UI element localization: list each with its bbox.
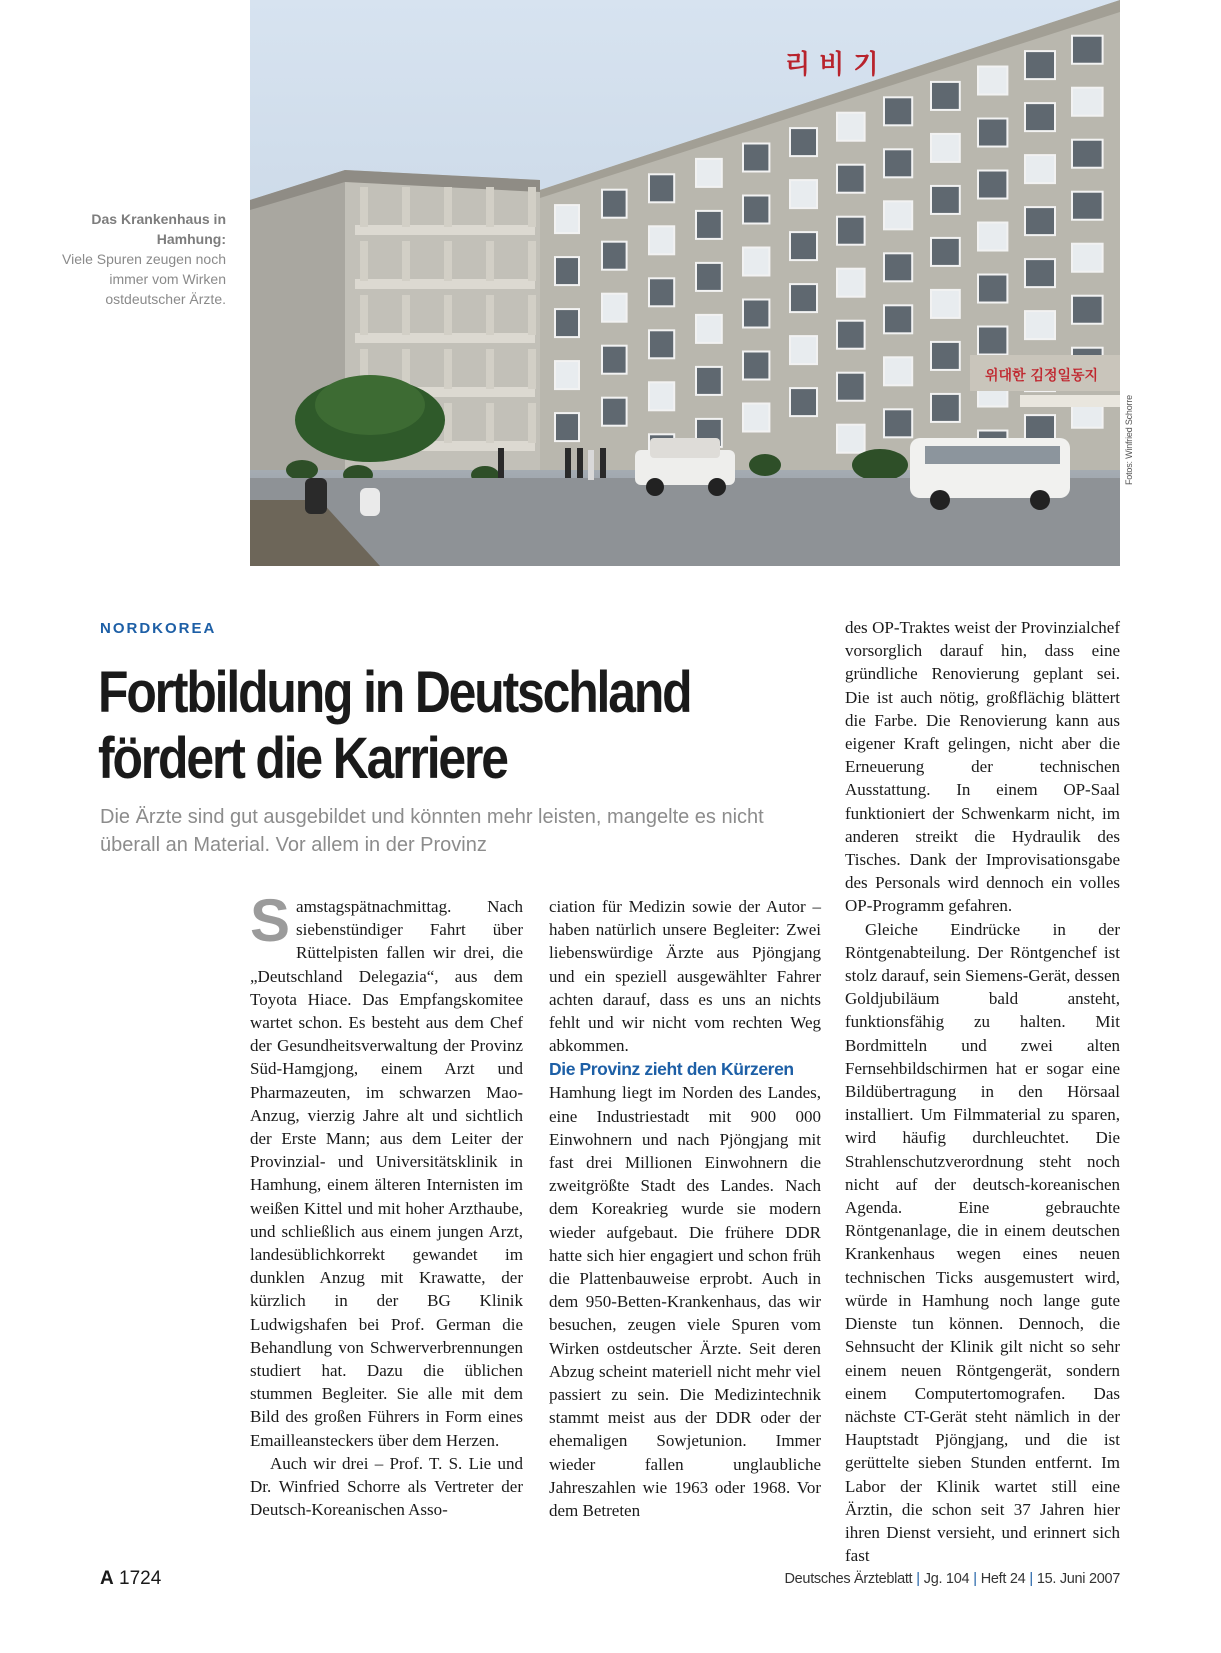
text-column-1 [250,887,523,1521]
journal-date: 15. Juni 2007 [1036,1571,1120,1587]
window [837,321,865,349]
column [444,295,452,335]
window [602,398,627,426]
column [486,403,494,443]
window [790,336,817,364]
section-rubric: NORDKOREA [100,620,217,637]
window [1072,244,1103,272]
entrance-canopy [1020,395,1120,407]
window [1025,51,1055,79]
window [743,248,769,276]
window [837,165,865,193]
subheading: Die Provinz zieht den Kürzeren [549,1059,794,1080]
banner-sign: 위대한 김정일동지 [985,368,1099,384]
paragraph [250,887,523,1452]
window [696,367,722,395]
window [978,171,1007,199]
window [790,128,817,156]
window [649,278,674,306]
column [528,403,536,443]
window [1025,259,1055,287]
window [649,174,674,202]
window [1025,103,1055,131]
window [649,382,674,410]
window [978,223,1007,251]
window [743,196,769,224]
window [884,97,912,125]
window [837,217,865,245]
headline-line-2: fördert die Karriere [98,726,507,791]
window [743,144,769,172]
photo-caption [60,209,226,309]
text-column-3 [845,616,1120,1567]
window [790,388,817,416]
window [555,361,579,389]
window [884,409,912,437]
window [931,342,960,370]
window [1072,296,1103,324]
paragraph: ciation für Medizin sowie der Autor – haben natürlich unsere Begleiter: Zwei liebenswürdige Ärzte aus Pjöngjang und ein speziell ausgewählter Fahrer achten darauf, dass es uns an nichts fehlt und wir nicht vom rechten Weg abkommen. [549,897,821,1056]
column [486,295,494,335]
window [884,357,912,385]
headline-line-1: Fortbildung in Deutschland [98,660,691,725]
window [931,238,960,266]
paragraph: Hamhung liegt im Norden des Landes, eine Industriestadt mit 900 000 Einwohnern und nach Pjöngjang mit fast drei Millionen Einwohnern die zweitgrößte Stadt des Landes. Nach dem Koreakrieg wurde sie modern wieder aufgebaut. Die frühere DDR hatte sich hier engagiert und schon früh die Plattenbauweise erprobt. Auch in dem 950-Betten-Krankenhaus, das wir besuchen, zeugen viele Spuren vom Wirken ostdeutscher Ärzte. Seit deren Abzug scheint materiell nicht mehr viel passiert zu sein. Die Medizintechnik stammt meist aus der DDR oder der ehemaligen Sowjetunion. Immer wieder fallen unglaubliche Jahreszahlen wie 1963 oder 1968. Vor dem Betreten [549,1083,821,1521]
window [555,205,579,233]
article-deck: Die Ärzte sind gut ausgebildet und könnten mehr leisten, mangelte es nicht überall an Material. Vor allem in der Provinz [100,806,764,856]
window [743,404,769,432]
window [931,134,960,162]
window [884,253,912,281]
window [790,232,817,260]
column [444,187,452,227]
column [528,187,536,227]
window [978,67,1007,95]
window [978,275,1007,303]
window [931,290,960,318]
window [1025,155,1055,183]
window [790,180,817,208]
window [602,242,627,270]
column [486,241,494,281]
journal-footer: Deutsches Ärzteblatt | Jg. 104 | Heft 24 | 15. Juni 2007 [784,1571,1120,1587]
column [360,187,368,227]
window [978,327,1007,355]
paragraph: Auch wir drei – Prof. T. S. Lie und Dr. Winfried Schorre als Vertreter der Deutsch-Koreanischen Asso- [250,1453,523,1520]
window [884,149,912,177]
window [1025,311,1055,339]
hospital-photo [250,0,1120,566]
window [555,257,579,285]
column [360,241,368,281]
window [696,263,722,291]
window [1072,36,1103,64]
column [444,349,452,389]
photo-credit: Fotos: Winfried Schorre [1124,395,1134,485]
caption-title: Das Krankenhaus in Hamhung: [91,211,226,247]
window [931,394,960,422]
paragraph: Gleiche Eindrücke in der Röntgenabteilung. Der Röntgenchef ist stolz darauf, sein Siemens-Gerät, dessen Goldjubiläum bald ansteht, funktionsfähig zu halten. Mit Bordmitteln und zwei alten Fernsehbildschirmen hat er sogar eine Bildübertragung in den Hörsaal installiert. Um Filmmaterial zu sparen, wird häufig durchleuchtet. Die Strahlenschutzverordnung steht noch nicht auf der deutsch-koreanischen Agenda. Eine gebrauchte Röntgenanlage, die in einem deutschen Krankenhaus wegen eines neuen technischen Ticks ausgemustert wird, würde in Hamhung noch lange gute Dienste tun können. Dennoch, die Sehnsucht der Klinik gilt nicht so sehr einem neuen Röntgengerät, sondern einem Computertomografen. Das nächste CT-Gerät steht nämlich in der Hauptstadt Pjöngjang, und die ist gerüttelte sieben Stunden entfernt. Im Labor der Klinik wartet still eine Ärztin, die schon seit 37 Jahren hier ihren Dienst versieht, und erinnert sich fast [845,919,1120,1566]
drop-cap: S [250,887,291,954]
paragraph: des OP-Traktes weist der Provinzialchef vorsorglich darauf hin, dass eine gründliche Renovierung geplant sei. Die ist auch nötig, großflächig blättert die Farbe. Die Renovierung kann aus eigener Kraft gelingen, nicht aber die Erneuerung der technischen Ausstattung. In einem OP-Saal funktioniert der Schwenkarm nicht, im anderen streikt die Hydraulik des Tisches. Dank der Improvisationsgabe des Personals wird dennoch ein volles OP-Programm gefahren. [845,618,1120,916]
window [837,373,865,401]
window [931,82,960,110]
window [696,211,722,239]
window [1072,88,1103,116]
window [790,284,817,312]
column [486,187,494,227]
window [1072,192,1103,220]
window [837,269,865,297]
window [696,315,722,343]
window [1025,207,1055,235]
window [602,346,627,374]
window [555,413,579,441]
column [528,241,536,281]
window [743,300,769,328]
column [528,349,536,389]
hospital-building-illustration [250,0,1120,566]
journal-name: Deutsches Ärzteblatt [784,1571,913,1587]
column [402,295,410,335]
window [555,309,579,337]
window [649,330,674,358]
window [931,186,960,214]
column [402,187,410,227]
text-column-2 [549,895,821,1522]
journal-issue: Heft 24 [980,1571,1026,1587]
column [402,241,410,281]
paragraph-text: amstagspätnachmittag. Nach siebenstündiger Fahrt über Rüttelpisten fallen wir drei, die „Deutschland Delegazia“, aus dem Toyota Hiace. Das Empfangskomitee wartet schon. Es besteht aus dem Chef der Gesundheitsverwaltung der Provinz Süd-Hamgjong, einem Arzt und Pharmazeuten, im schwarzen Mao-Anzug, vierzig Jahre alt und sichtlich der Erste Mann; aus dem Leiter der Provinzial- und Universitätsklinik in Hamhung, einem älteren Internisten im weißen Kittel und mit hoher Arzthaube, und schließlich aus einem jungen Arzt, landesüblichkorrekt gewandet im dunklen Anzug mit Krawatte, der kürzlich in der BG Klinik Ludwigshafen bei Prof. German die Behandlung von Schwerverbrennungen studiert hat. Dazu die üblichen stummen Begleiter. Sie alle mit dem Bild des großen Führers in Form eines Emailleansteckers über dem Herzen. [250,897,523,1450]
window [602,294,627,322]
roof-sign: 리 비 기 [785,50,879,80]
window [837,113,865,141]
page-number [100,1568,161,1590]
column [444,403,452,443]
column [486,349,494,389]
page-letter: A [100,1568,114,1589]
caption-text: Viele Spuren zeugen noch immer vom Wirken ostdeutscher Ärzte. [62,251,226,307]
article-headline [98,660,734,792]
window [649,226,674,254]
window [884,201,912,229]
window [1072,140,1103,168]
window [837,425,865,453]
column [444,241,452,281]
column [360,295,368,335]
window [884,305,912,333]
journal-volume: Jg. 104 [923,1571,970,1587]
column [528,295,536,335]
window [602,190,627,218]
window [696,159,722,187]
page-number-value: 1724 [119,1568,162,1589]
window [743,352,769,380]
window [978,119,1007,147]
